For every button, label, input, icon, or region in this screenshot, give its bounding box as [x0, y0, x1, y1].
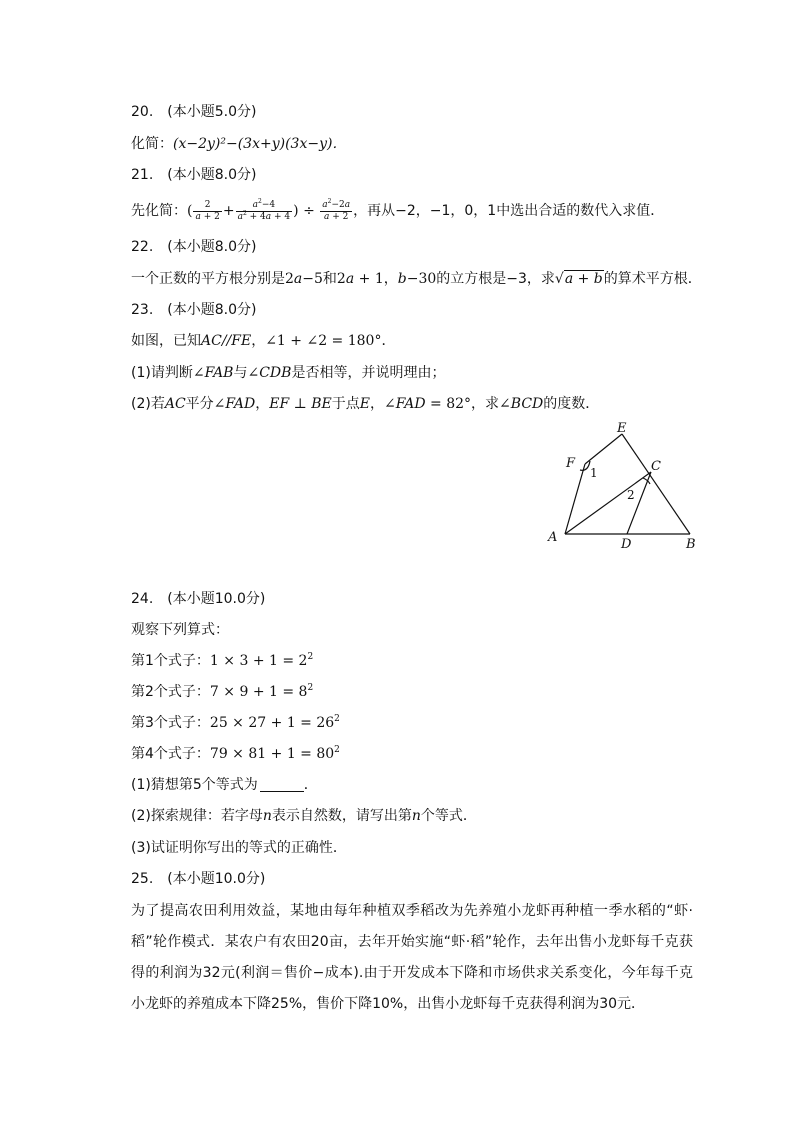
q20-body: [131, 134, 346, 154]
label-e: E: [617, 421, 627, 436]
q22-text-b: 和: [322, 271, 337, 287]
q24-eq-3: [131, 713, 340, 733]
label-angle-2: 2: [627, 488, 635, 502]
q24-eq-4: [131, 744, 340, 764]
q22-text-e: 的算术平方根．: [603, 271, 702, 287]
q21-lead: 先化简：: [131, 203, 187, 219]
q24-eq1-label: 第1个式子：: [131, 653, 210, 669]
q22-header: 22. (本小题8.0分): [131, 239, 257, 255]
q23-line3-f: ，求: [471, 396, 500, 412]
segment-fe: [585, 434, 622, 464]
q24-part-2: [131, 806, 477, 826]
q24-eq3-label: 第3个式子：: [131, 715, 210, 731]
q22-body: [131, 269, 702, 289]
q20-expression: (x−2y)²−(3x+y)(3x−y)．: [173, 136, 347, 152]
q23-geometry-figure: [540, 418, 710, 558]
q23-angle-value: ∠FAD = 82°: [384, 396, 472, 412]
q23-header: 23. (本小题8.0分): [131, 302, 257, 318]
q23-line3-g: 的度数．: [543, 396, 600, 412]
q21-divide: ÷: [298, 203, 320, 219]
q24-eq1: 1 × 3 + 1 = 2: [209, 653, 308, 669]
q22-expr-3: b−30: [397, 271, 437, 287]
label-angle-1: 1: [590, 466, 598, 480]
q24-eq4-label: 第4个式子：: [131, 746, 210, 762]
q21-fraction-1: $\frac{2}{a + 2}$: [195, 199, 220, 222]
q24-var-n-1: n: [262, 808, 272, 824]
q24-p1-text: (1)猜想第5个等式为: [131, 777, 258, 793]
q23-perp: EF ⊥ BE: [269, 396, 332, 412]
q24-part-3: (3)试证明你写出的等式的正确性．: [131, 840, 347, 856]
q23-line-1: [131, 331, 395, 351]
q21-tail: ，再从−2，−1，0，1中选出合适的数代入求值．: [353, 203, 665, 219]
q23-parallel: AC//FE: [201, 333, 252, 349]
q23-line1-a: 如图，已知: [131, 333, 201, 349]
q24-part-1: [131, 775, 318, 795]
q21-header: 21. (本小题8.0分): [131, 167, 257, 183]
label-c: C: [651, 459, 661, 474]
q20-label: 化简：: [131, 136, 173, 152]
label-f: F: [566, 456, 576, 471]
q24-eq3: 25 × 27 + 1 = 26: [209, 715, 335, 731]
q22-expr-1: 2a−5: [285, 271, 323, 287]
q23-line2-c: 是否相等，并说明理由；: [291, 365, 446, 381]
q24-answer-blank[interactable]: [260, 777, 304, 792]
q25-header: 25. (本小题10.0分): [131, 871, 266, 887]
q25-paragraph: 为了提高农田利用效益，某地由每年种植双季稻改为先养殖小龙虾再种植一季水稻的“虾·稻”轮作模式．某农户有农田20亩，去年开始实施“虾·稻”轮作，去年出售小龙虾每千克获得的利润为32元(利润＝售价−成本).由于开发成本下降和市场供求关系变化，今年每千克小龙虾的养殖成本下降25%，售价下降10%，出售小龙虾每千克获得利润为30元．: [131, 903, 693, 1012]
q24-p2-a: (2)探索规律：若字母: [131, 808, 263, 824]
segment-ac: [565, 472, 651, 534]
q24-intro: 观察下列算式：: [131, 622, 229, 638]
q24-eq4-exp: 2: [334, 745, 340, 755]
q23-line-3: [131, 394, 599, 414]
q21-body: [131, 196, 664, 226]
q23-line3-e: ，: [370, 396, 385, 412]
q23-line3-b: 平分: [185, 396, 214, 412]
q24-eq2-label: 第2个式子：: [131, 684, 210, 700]
q24-eq3-exp: 2: [334, 714, 340, 724]
q23-angle-sum: ∠1 + ∠2 = 180°．: [265, 333, 396, 349]
q22-text-a: 一个正数的平方根分别是: [131, 271, 285, 287]
q23-angle-fad: ∠FAD: [213, 396, 256, 412]
q24-var-n-2: n: [411, 808, 421, 824]
segment-af: [565, 464, 585, 534]
q24-eq2: 7 × 9 + 1 = 8: [209, 684, 308, 700]
q22-expr-2: 2a + 1: [336, 271, 384, 287]
q23-line-2: [131, 363, 445, 383]
q24-eq4: 79 × 81 + 1 = 80: [209, 746, 335, 762]
q21-plus: +: [222, 203, 235, 219]
q23-line3-d: 于点: [331, 396, 360, 412]
q24-p2-b: 表示自然数，请写出第: [271, 808, 412, 824]
q23-point-e: E: [359, 396, 371, 412]
q22-text-d: 的立方根是−3，求: [436, 271, 555, 287]
q24-header: 24. (本小题10.0分): [131, 591, 266, 607]
q24-p2-c: 个等式．: [420, 808, 477, 824]
q20-header: 20. (本小题5.0分): [131, 104, 257, 120]
q22-text-c: ，: [383, 271, 398, 287]
q21-paren-open: (: [187, 203, 193, 219]
q24-p1-end: ．: [303, 777, 318, 793]
q21-fraction-3: $\frac{a^2-2a}{a + 2}$: [322, 197, 351, 222]
q23-line2-a: (1)请判断: [131, 365, 193, 381]
q24-eq-1: [131, 651, 313, 671]
q22-sqrt: √a + b: [554, 271, 603, 287]
q23-angle-fab: ∠FAB: [192, 365, 234, 381]
label-b: B: [686, 537, 696, 552]
q23-line1-b: ，: [251, 333, 266, 349]
q21-fraction-2: $\frac{a^2-4}{a^2 + 4a + 4}$: [237, 197, 291, 222]
q23-line3-a: (2)若: [131, 396, 165, 412]
q24-eq1-exp: 2: [307, 652, 314, 662]
label-d: D: [621, 537, 632, 552]
q23-ac: AC: [164, 396, 186, 412]
q23-angle-bcd: ∠BCD: [499, 396, 544, 412]
label-a: A: [548, 530, 558, 545]
q24-eq-2: [131, 682, 313, 702]
q23-angle-cdb: ∠CDB: [247, 365, 292, 381]
q21-paren-close: ): [293, 203, 299, 219]
q23-line3-c: ，: [255, 396, 270, 412]
q23-line2-b: 与: [233, 365, 248, 381]
q24-eq2-exp: 2: [307, 683, 314, 693]
